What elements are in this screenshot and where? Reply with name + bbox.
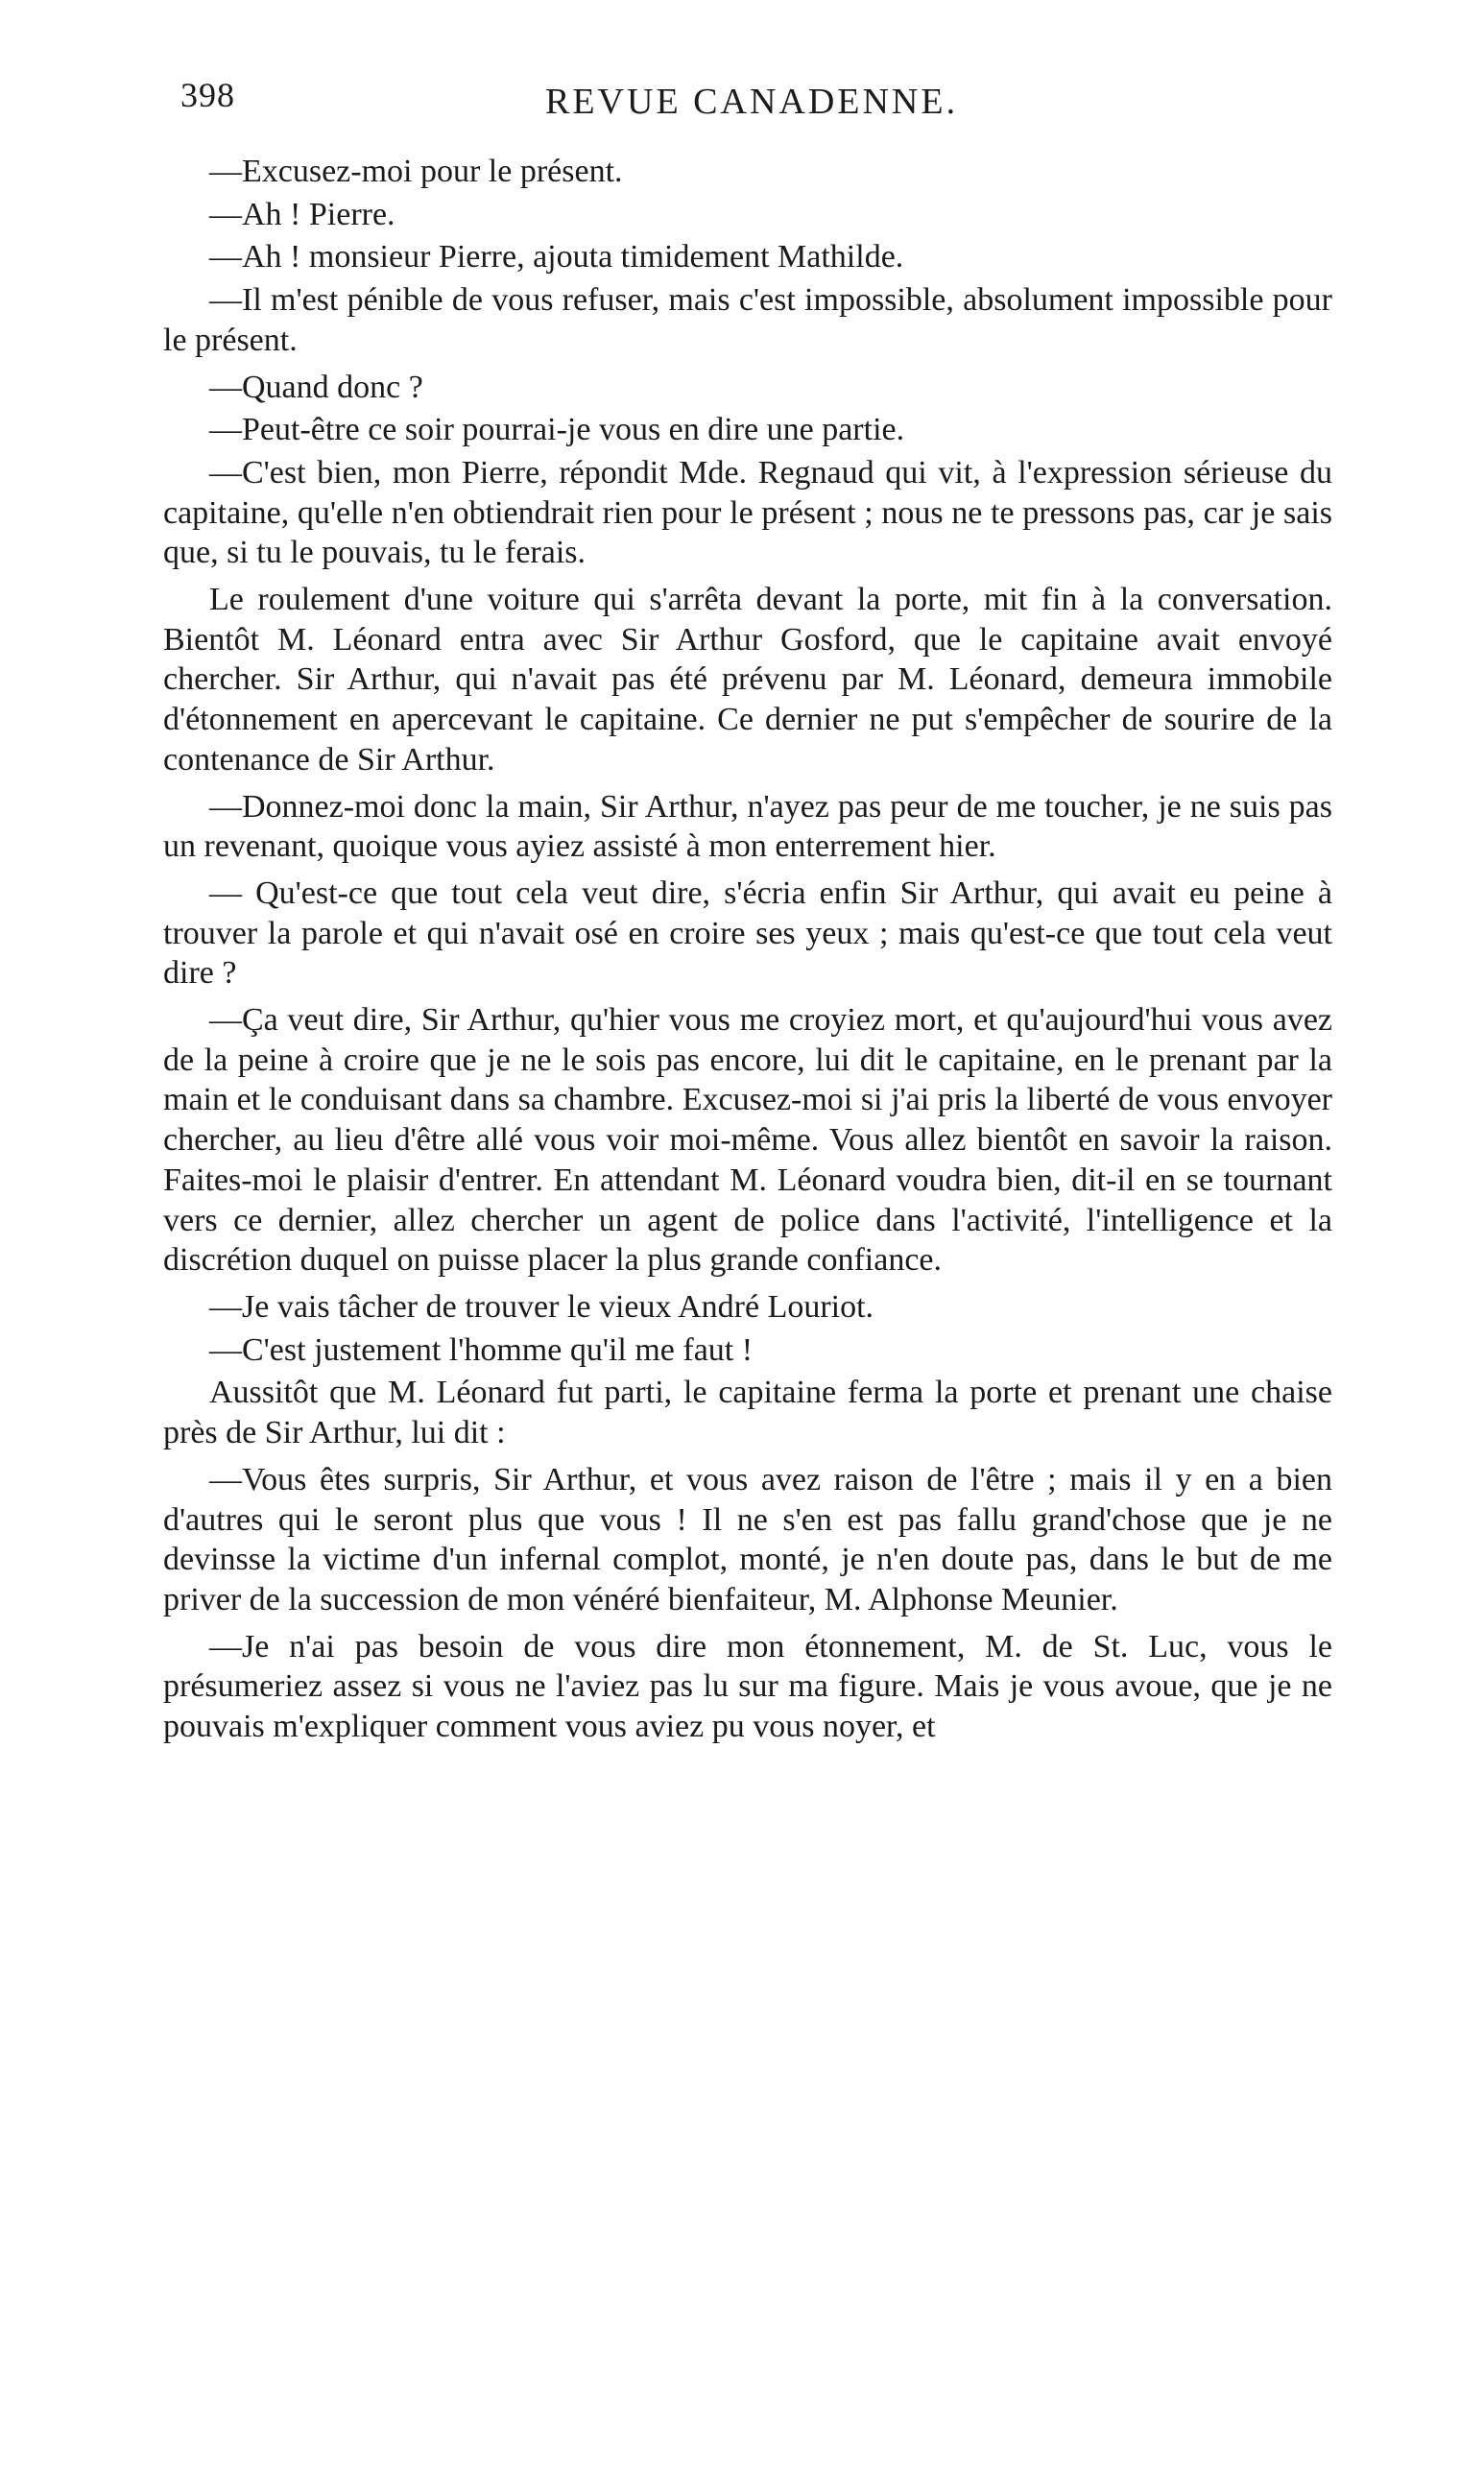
paragraph: —Peut-être ce soir pourrai-je vous en dire une partie. — [209, 412, 905, 448]
paragraph: —Ah ! monsieur Pierre, ajouta timidement Mathilde. — [209, 239, 904, 275]
page-header — [180, 75, 1332, 132]
paragraph: —Donnez-moi donc la main, Sir Arthur, n'ayez pas peur de me toucher, je ne suis pas un revenant, quoique vous ayiez assisté à mon enterrement hier. — [163, 788, 1332, 865]
paragraph: —Ça veut dire, Sir Arthur, qu'hier vous me croyiez mort, et qu'aujourd'hui vous avez de la peine à croire que je ne le sois pas encore, lui dit le capitaine, en le prenant par la main et le conduisant dans sa chambre. Excusez-moi si j'ai pris la liberté de vous envoyer chercher, au lieu d'être allé vous voir moi-même. Vous allez bientôt en savoir la raison. Faites-moi le plaisir d'entrer. En attendant M. Léonard voudra bien, dit-il en se tournant vers ce dernier, allez chercher un agent de police dans l'activité, l'intelligence et la discrétion duquel on puisse placer la plus grande confiance. — [163, 1002, 1332, 1279]
paragraph: —C'est justement l'homme qu'il me faut ! — [209, 1331, 754, 1368]
paragraph: —C'est bien, mon Pierre, répondit Mde. Regnaud qui vit, à l'expression sérieuse du capitaine, qu'elle n'en obtiendrait rien pour le présent ; nous ne te pressons pas, car je sais que, si tu le pouvais, tu le ferais. — [163, 454, 1332, 571]
body-text — [163, 152, 1332, 1754]
paragraph: Le roulement d'une voiture qui s'arrêta devant la porte, mit fin à la conversation. Bientôt M. Léonard entra avec Sir Arthur Gosford, que le capitaine avait envoyé chercher. Sir Arthur, qui n'avait pas été prévenu par M. Léonard, demeura immobile d'étonnement en apercevant le capitaine. Ce dernier ne put s'empêcher de sourire de la contenance de Sir Arthur. — [163, 582, 1332, 778]
paragraph: —Excusez-moi pour le présent. — [209, 154, 623, 189]
paragraph: —Il m'est pénible de vous refuser, mais c'est impossible, absolument impossible pour le présent. — [163, 282, 1332, 358]
paragraph: —Vous êtes surpris, Sir Arthur, et vous avez raison de l'être ; mais il y en a bien d'autres qui le seront plus que vous ! Il ne s'en est pas fallu grand'chose que je ne devinsse la victime d'un infernal complot, monté, je n'en doute pas, dans le but de me priver de la succession de mon vénéré bienfaiteur, M. Alphonse Meunier. — [163, 1461, 1332, 1617]
paragraph: — Qu'est-ce que tout cela veut dire, s'écria enfin Sir Arthur, qui avait eu peine à trouver la parole et qui n'avait osé en croire ses yeux ; mais qu'est-ce que tout cela veut dire ? — [163, 874, 1332, 992]
running-title: REVUE CANADENNE. — [545, 82, 959, 122]
page-number: 398 — [180, 76, 235, 114]
paragraph: —Je vais tâcher de trouver le vieux André Louriot. — [209, 1288, 874, 1325]
paragraph: Aussitôt que M. Léonard fut parti, le capitaine ferma la porte et prenant une chaise près de Sir Arthur, lui dit : — [163, 1375, 1332, 1451]
paragraph: —Ah ! Pierre. — [209, 196, 395, 232]
paragraph: —Je n'ai pas besoin de vous dire mon étonnement, M. de St. Luc, vous le présumeriez assez si vous ne l'aviez pas lu sur ma figure. Mais je vous avoue, que je ne pouvais m'expliquer comment vous aviez pu vous noyer, et — [163, 1628, 1332, 1745]
paragraph: —Quand donc ? — [209, 369, 423, 405]
